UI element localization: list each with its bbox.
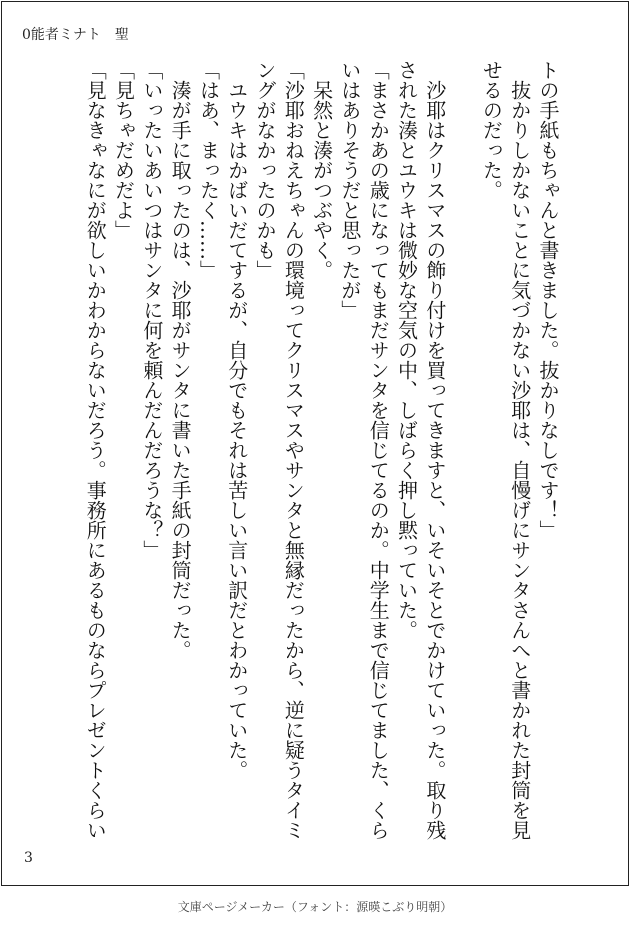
- text-line: 湊が手に取ったのは、沙耶がサンタに書いた手紙の封筒だった。: [168, 60, 193, 660]
- text-line: いはありそうだと思ったが」: [337, 60, 362, 320]
- text-line: された湊とユウキは微妙な空気の中、しばらく押し黙っていた。: [394, 60, 419, 640]
- body-text: [81, 60, 562, 840]
- text-line: 「まさかあの歳になってもまだサンタを信じてるのか。中学生まで信じてました、くら: [366, 60, 391, 840]
- text-line: ングがなかったのかも」: [253, 60, 278, 280]
- text-line: ユウキはかばいだてするが、自分でもそれは苦しい言い訳だとわかっていた。: [224, 60, 249, 780]
- text-line: [449, 60, 477, 830]
- text-line: 呆然と湊がつぶやく。: [309, 60, 334, 280]
- footer-credit: 文庫ページメーカー（フォント：源暎こぶり明朝）: [177, 900, 453, 914]
- text-line: 「沙耶おねえちゃんの環境ってクリスマスやサンタと無縁だったから、逆に疑うタイミ: [281, 60, 306, 840]
- text-line: 「いったいあいつはサンタに何を頼んだんだろうな？」: [139, 60, 164, 560]
- text-line: 抜かりしかないことに気づかない沙耶は、自慢げにサンタさんへと書かれた封筒を見: [507, 60, 532, 840]
- text-line: 「はあ、まったく……」: [196, 60, 221, 280]
- text-line: 「見なきゃなにが欲しいかわからないだろう。事務所にあるものならプレゼントくらい: [83, 60, 108, 840]
- text-line: トの手紙もちゃんと書きました。抜かりなしです！」: [536, 60, 560, 540]
- text-line: せるのだった。: [479, 60, 504, 200]
- text-line: 沙耶はクリスマスの飾り付けを買ってきますと、いそいそとでかけていった。取り残: [422, 60, 447, 840]
- text-line: 「見ちゃだめだよ」: [111, 60, 136, 240]
- header-title: 0能者ミナト 聖: [22, 27, 129, 43]
- page-number: 3: [24, 850, 33, 866]
